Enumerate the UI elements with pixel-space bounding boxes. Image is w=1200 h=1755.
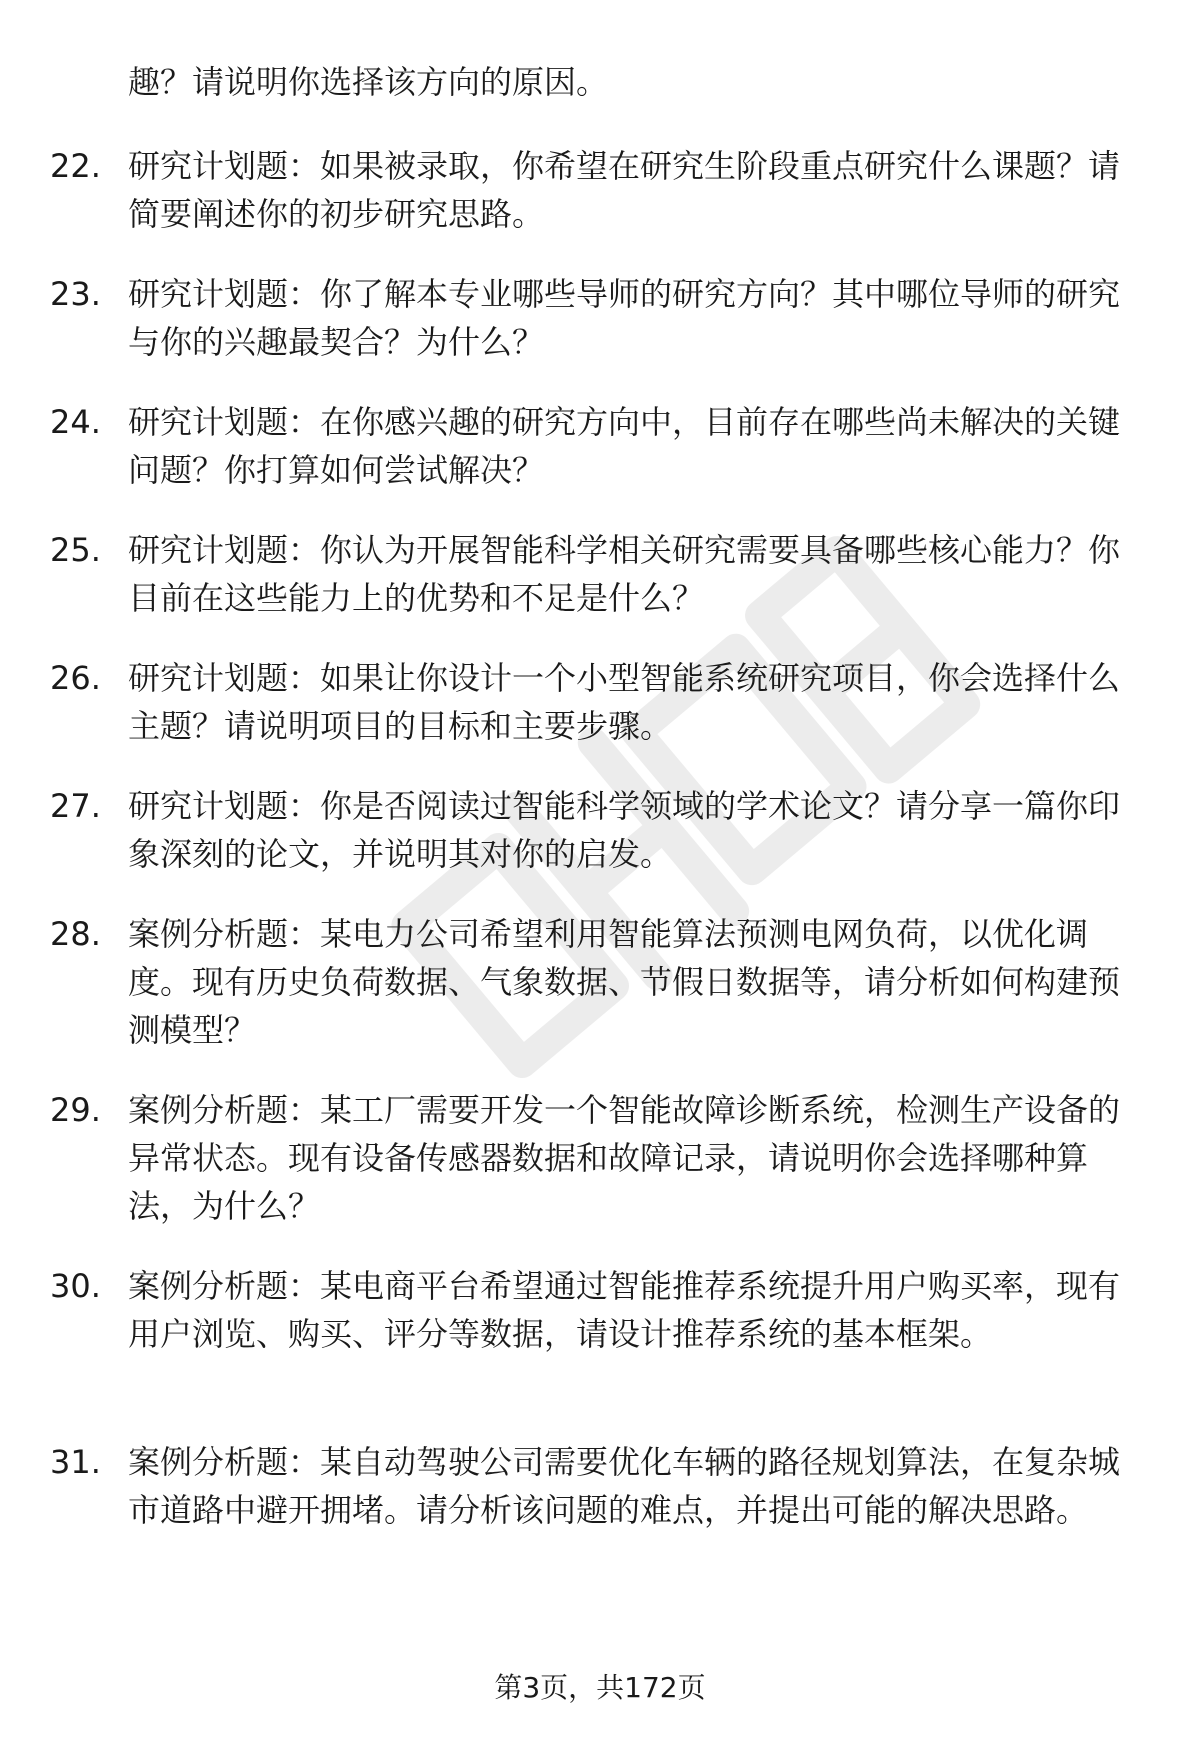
question-item: [0, 142, 1200, 270]
question-item: [0, 654, 1200, 782]
question-text: 案例分析题：某电力公司希望利用智能算法预测电网负荷，以优化调度。现有历史负荷数据、气象数据、节假日数据等，请分析如何构建预测模型？: [128, 915, 1121, 1049]
question-number: 31.: [50, 1443, 101, 1481]
question-text: 案例分析题：某电商平台希望通过智能推荐系统提升用户购买率，现有用户浏览、购买、评分等数据，请设计推荐系统的基本框架。: [128, 1267, 1121, 1353]
question-number: 25.: [50, 531, 101, 569]
question-item: [0, 910, 1200, 1086]
question-item: [0, 398, 1200, 526]
question-item: [0, 782, 1200, 910]
question-item: [0, 1086, 1200, 1262]
continued-question-text: 趣？请说明你选择该方向的原因。: [128, 63, 609, 101]
question-item: [0, 1262, 1200, 1438]
question-number: 30.: [50, 1267, 101, 1305]
question-text: 研究计划题：在你感兴趣的研究方向中，目前存在哪些尚未解决的关键问题？你打算如何尝试解决？: [128, 403, 1121, 489]
question-item: [0, 526, 1200, 654]
question-number: 24.: [50, 403, 101, 441]
question-list: [0, 142, 1200, 1614]
question-number: 29.: [50, 1091, 101, 1129]
question-item: [0, 1438, 1200, 1614]
question-number: 28.: [50, 915, 101, 953]
question-text: 研究计划题：你认为开展智能科学相关研究需要具备哪些核心能力？你目前在这些能力上的优势和不足是什么？: [128, 531, 1121, 617]
question-number: 23.: [50, 275, 101, 313]
question-text: 研究计划题：你是否阅读过智能科学领域的学术论文？请分享一篇你印象深刻的论文，并说明其对你的启发。: [128, 787, 1121, 873]
question-text: 研究计划题：你了解本专业哪些导师的研究方向？其中哪位导师的研究与你的兴趣最契合？为什么？: [128, 275, 1121, 361]
question-text: 案例分析题：某自动驾驶公司需要优化车辆的路径规划算法，在复杂城市道路中避开拥堵。请分析该问题的难点，并提出可能的解决思路。: [128, 1443, 1121, 1529]
question-item: [0, 270, 1200, 398]
question-number: 26.: [50, 659, 101, 697]
page-number-footer: 第3页，共172页: [494, 1671, 706, 1704]
question-text: 研究计划题：如果被录取，你希望在研究生阶段重点研究什么课题？请简要阐述你的初步研究思路。: [128, 147, 1121, 233]
question-number: 22.: [50, 147, 101, 185]
question-text: 案例分析题：某工厂需要开发一个智能故障诊断系统，检测生产设备的异常状态。现有设备传感器数据和故障记录，请说明你会选择哪种算法，为什么？: [128, 1091, 1121, 1225]
question-number: 27.: [50, 787, 101, 825]
question-text: 研究计划题：如果让你设计一个小型智能系统研究项目，你会选择什么主题？请说明项目的目标和主要步骤。: [128, 659, 1121, 745]
